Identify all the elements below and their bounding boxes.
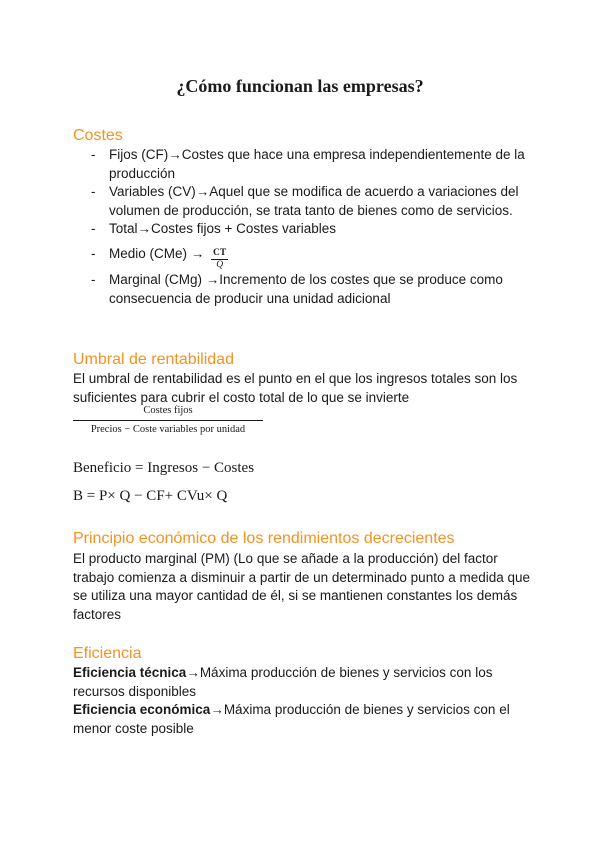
principio-paragraph: El producto marginal (PM) (Lo que se añade a la producción) del factor trabajo comienza a disminuir a partir de un determinado punto a medida que se utiliza una mayor cantidad de él, si se mantienen constantes los demás factores [73,551,531,622]
list-item: - Variables (CV)→Aquel que se modifica de acuerdo a variaciones del volumen de producción, se trata tanto de bienes como de servicios. [73,183,533,220]
list-item: - Marginal (CMg) →Incremento de los costes que se produce como consecuencia de producir una unidad adicional [73,271,533,308]
umbral-heading: Umbral de rentabilidad [73,351,234,368]
fraction-denominator: Precios − Coste variables por unidad [90,424,246,435]
fraction-numerator: CT [213,247,227,258]
umbral-paragraph: El umbral de rentabilidad es el punto en el que los ingresos totales son los suficientes para cubrir el costo total de lo que se invierte [73,371,518,405]
fraction-denominator: Q [216,259,224,270]
list-item: - Total→Costes fijos + Costes variables [73,220,533,239]
cme-fraction [211,248,228,271]
eficiencia-heading: Eficiencia [73,645,142,662]
page-title: ¿Cómo funcionan las empresas? [176,76,424,96]
eficiencia-tecnica-label: Eficiencia técnica [73,665,187,680]
umbral-fraction [73,404,263,436]
costes-heading: Costes [73,127,123,144]
costes-list [73,146,533,308]
list-item: - Fijos (CF)→Costes que hace una empresa independientemente de la producción [73,146,533,183]
list-item: - Medio (CMe) → $\frac{CT}{Q}$ [73,245,533,271]
fraction-numerator: Costes fijos [73,404,263,421]
eficiencia-economica-label: Eficiencia económica [73,702,211,717]
principio-heading: Principio económico de los rendimientos decrecientes [73,530,455,547]
eficiencia-tecnica: Eficiencia técnica→Máxima producción de bienes y servicios con los recursos disponibles [73,665,493,699]
beneficio-formula: B = P× Q − CF+ CVu× Q [73,488,228,504]
beneficio-equation: Beneficio = Ingresos − Costes [73,460,255,476]
eficiencia-economica: Eficiencia económica→Máxima producción de bienes y servicios con el menor coste posible [73,702,510,736]
